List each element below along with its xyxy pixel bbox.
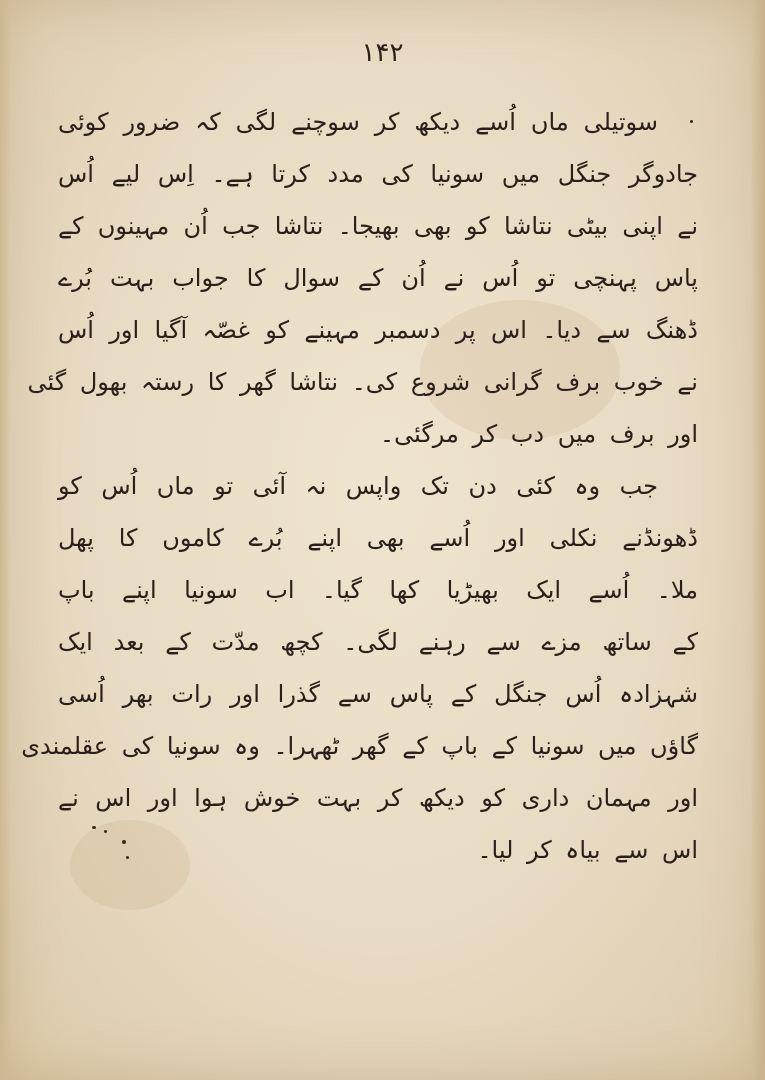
- text-line: اس سے بیاہ کر لیا۔: [477, 836, 698, 864]
- page-shadow-left: [0, 0, 10, 1080]
- text-line: ڈھونڈنے نکلی اور اُسے بھی اپنے بُرے کاموں کا پھل: [58, 524, 698, 552]
- text-line: ملا۔ اُسے ایک بھیڑیا کھا گیا۔ اب سونیا اپنے باپ: [58, 576, 698, 604]
- text-line: اور برف میں دب کر مرگئی۔: [380, 420, 698, 448]
- ink-speck: [104, 830, 107, 833]
- text-line: اور مہمان داری کو دیکھ کر بہت خوش ہوا اور اس نے: [58, 784, 698, 812]
- body-text: [21, 96, 698, 876]
- page-number: ۱۴۲: [361, 38, 404, 68]
- text-line: نے خوب برف گرانی شروع کی۔ نتاشا گھر کا رستہ بھول گئی: [27, 368, 698, 396]
- text-line: نے اپنی بیٹی نتاشا کو بھی بھیجا۔ نتاشا جب اُن مہینوں کے: [58, 212, 698, 240]
- ink-speck: [92, 826, 96, 829]
- ink-speck: [126, 856, 129, 859]
- text-line: پاس پہنچی تو اُس نے اُن کے سوال کا جواب بہت بُرے: [58, 264, 698, 292]
- ink-speck: [122, 840, 126, 844]
- text-line: شہزادہ اُس جنگل کے پاس سے گذرا اور رات بھر اُسی: [58, 680, 698, 708]
- text-line: جادوگر جنگل میں سونیا کی مدد کرتا ہے۔ اِس لیے اُس: [58, 160, 698, 188]
- ink-speck: [690, 120, 693, 123]
- text-line: ڈھنگ سے دیا۔ اس پر دسمبر مہینے کو غصّہ آگیا اور اُس: [58, 316, 698, 344]
- text-line: جب وہ کئی دن تک واپس نہ آئی تو ماں اُس کو: [58, 472, 658, 500]
- text-line: کے ساتھ مزے سے رہنے لگی۔ کچھ مدّت کے بعد ایک: [58, 628, 698, 656]
- text-line: گاؤں میں سونیا کے باپ کے گھر ٹھہرا۔ وہ سونیا کی عقلمندی: [21, 732, 698, 760]
- page-shadow-right: [751, 0, 765, 1080]
- text-line: سوتیلی ماں اُسے دیکھ کر سوچنے لگی کہ ضرور کوئی: [58, 108, 658, 136]
